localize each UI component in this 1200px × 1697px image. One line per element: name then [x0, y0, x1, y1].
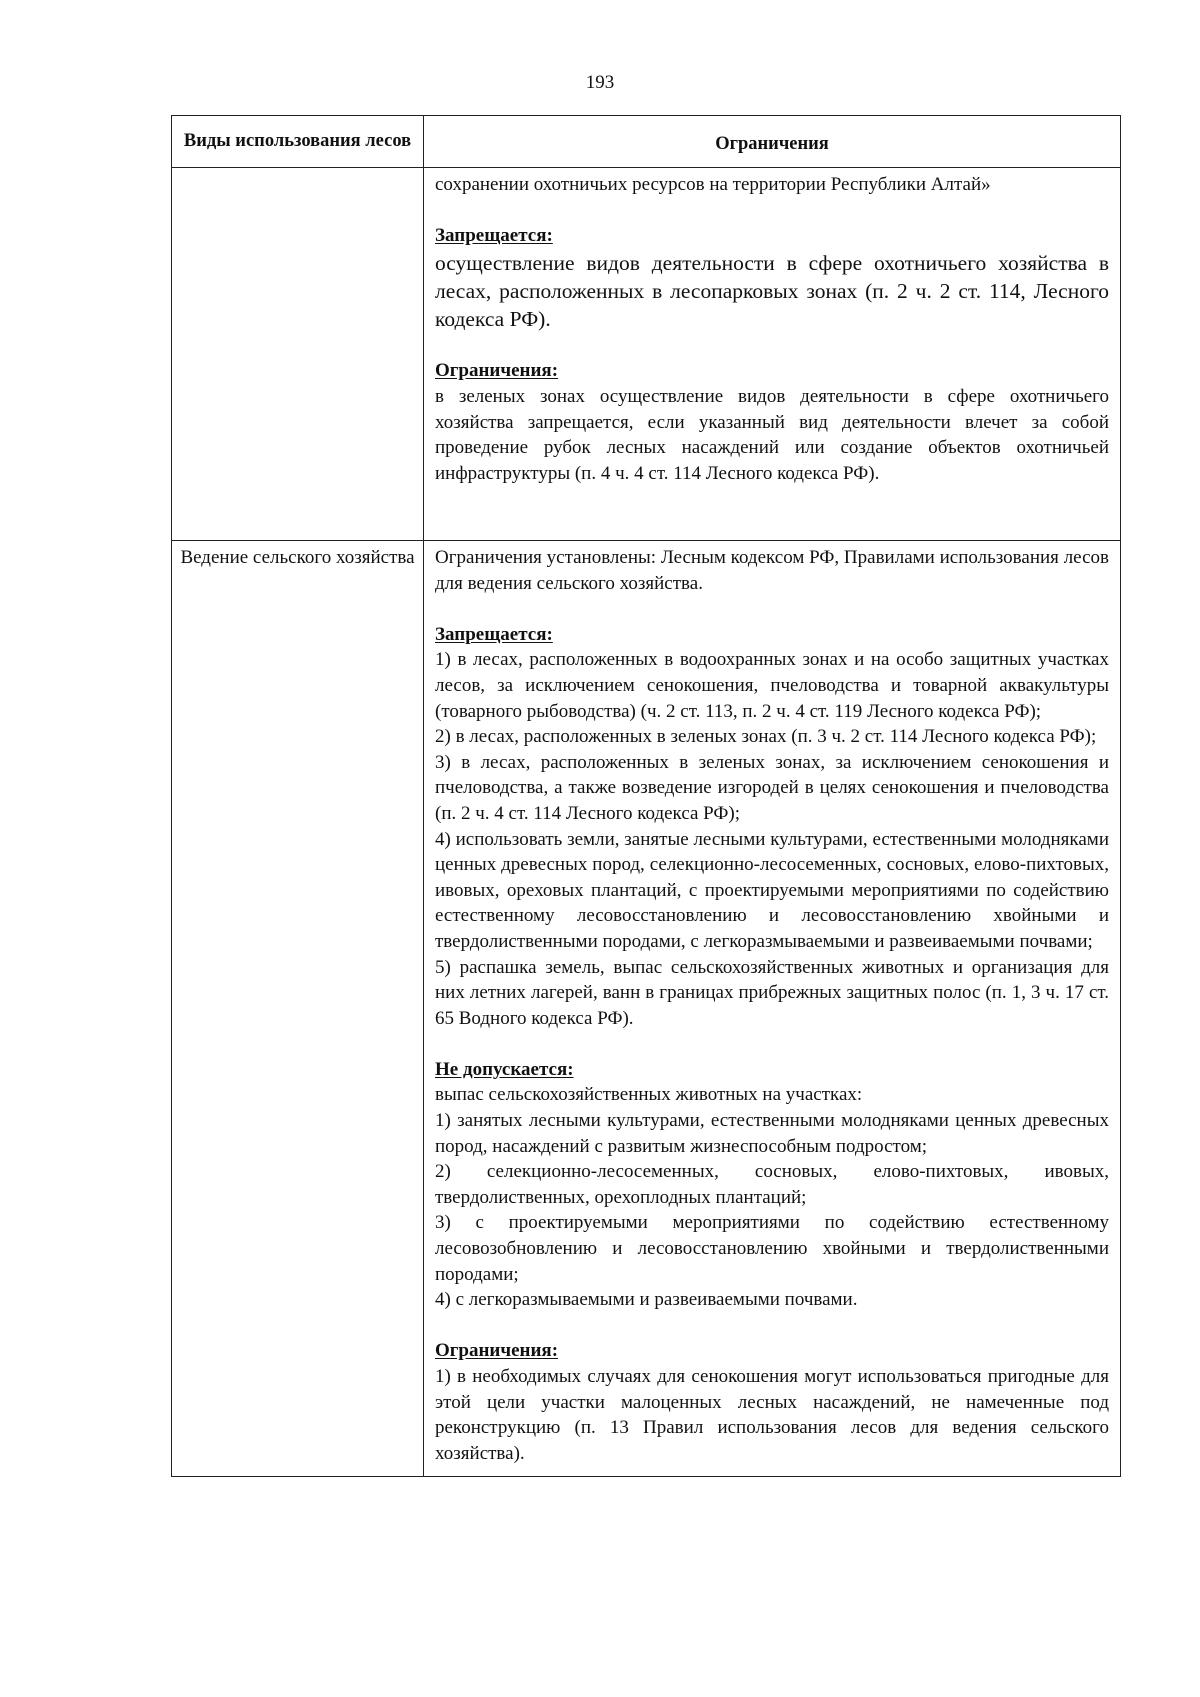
- not-allowed-intro: выпас сельскохозяйственных животных на участках:: [435, 1084, 863, 1106]
- list-item: 1) в лесах, расположенных в водоохранных зонах и на особо защитных участках лесов, за исключением сенокошения, пчеловодства и товарной аквакультуры (товарного рыбоводства) (ч. 2 ст. 113, п. 2 ч. 4 ст. 119 Лесного кодекса РФ);: [435, 649, 1109, 722]
- row2-intro: Ограничения установлены: Лесным кодексом РФ, Правилами использования лесов для ведения сельского хозяйства.: [435, 547, 1109, 594]
- list-item: 4) использовать земли, занятые лесными культурами, естественными молодняками ценных древесных пород, селекционно-лесосеменных, сосновых, елово-пихтовых, ивовых, ореховых плантаций, с проектируемыми мероприятиями по содействию естественному лесовосстановлению и лесовосстановлению хвойными и твердолиственными породами, с легкоразмываемыми и развеиваемыми почвами;: [435, 828, 1109, 952]
- restrictions-cell: [424, 541, 1121, 1477]
- row1-intro: сохранении охотничьих ресурсов на территории Республики Алтай»: [435, 174, 991, 195]
- forest-use-cell: Ведение сельского хозяйства: [172, 541, 424, 1477]
- list-item: 1) в необходимых случаях для сенокошения могут использоваться пригодные для этой цели участки малоценных лесных насаждений, не намеченные под реконструкцию (п. 13 Правил использования лесов для ведения сельского хозяйства).: [435, 1366, 1109, 1464]
- table-row: [172, 541, 1121, 1477]
- page-number: 193: [585, 72, 615, 93]
- table-header-row: [172, 116, 1121, 168]
- list-item: 2) селекционно-лесосеменных, сосновых, елово-пихтовых, ивовых, твердолиственных, орехоплодных плантаций;: [435, 1161, 1109, 1208]
- label-prohibited: Запрещается:: [435, 623, 553, 645]
- list-item: 4) с легкоразмываемыми и развеиваемыми почвами.: [435, 1289, 858, 1311]
- header-forest-use-types: Виды использования лесов: [172, 116, 424, 168]
- restrictions-table: [171, 115, 1121, 1477]
- list-item: 5) распашка земель, выпас сельскохозяйственных животных и организация для них летних лагерей, ванн в границах прибрежных защитных полос (п. 1, 3 ч. 17 ст. 65 Водного кодекса РФ).: [435, 956, 1109, 1029]
- label-restrictions: Ограничения:: [435, 1340, 559, 1362]
- restrictions-cell: [424, 168, 1121, 541]
- forest-use-cell: [172, 168, 424, 541]
- list-item: 1) занятых лесными культурами, естественными молодняками ценных древесных пород, насаждений с развитым жизнеспособным подростом;: [435, 1110, 1109, 1157]
- list-item: 3) с проектируемыми мероприятиями по содействию естественному лесовозобновлению и лесовосстановлению хвойными и твердолиственными породами;: [435, 1212, 1109, 1285]
- label-restrictions: Ограничения:: [435, 360, 559, 382]
- list-item: 3) в лесах, расположенных в зеленых зонах, за исключением сенокошения и пчеловодства, а также возведение изгородей в целях сенокошения и пчеловодства (п. 2 ч. 4 ст. 114 Лесного кодекса РФ);: [435, 751, 1109, 824]
- list-item: 2) в лесах, расположенных в зеленых зонах (п. 3 ч. 2 ст. 114 Лесного кодекса РФ);: [435, 726, 1097, 748]
- row1-restrictions-text: в зеленых зонах осуществление видов деятельности в сфере охотничьего хозяйства запрещается, если указанный вид деятельности влечет за собой проведение рубок лесных насаждений или создание объектов охотничьей инфраструктуры (п. 4 ч. 4 ст. 114 Лесного кодекса РФ).: [435, 385, 1109, 484]
- label-prohibited: Запрещается:: [435, 225, 553, 247]
- table-row: [172, 168, 1121, 541]
- row1-prohibited-text: осуществление видов деятельности в сфере охотничьего хозяйства в лесах, расположенных в лесопарковых зонах (п. 2 ч. 2 ст. 114, Лесного кодекса РФ).: [435, 250, 1109, 331]
- header-restrictions: Ограничения: [424, 116, 1121, 168]
- label-not-allowed: Не допускается:: [435, 1058, 574, 1080]
